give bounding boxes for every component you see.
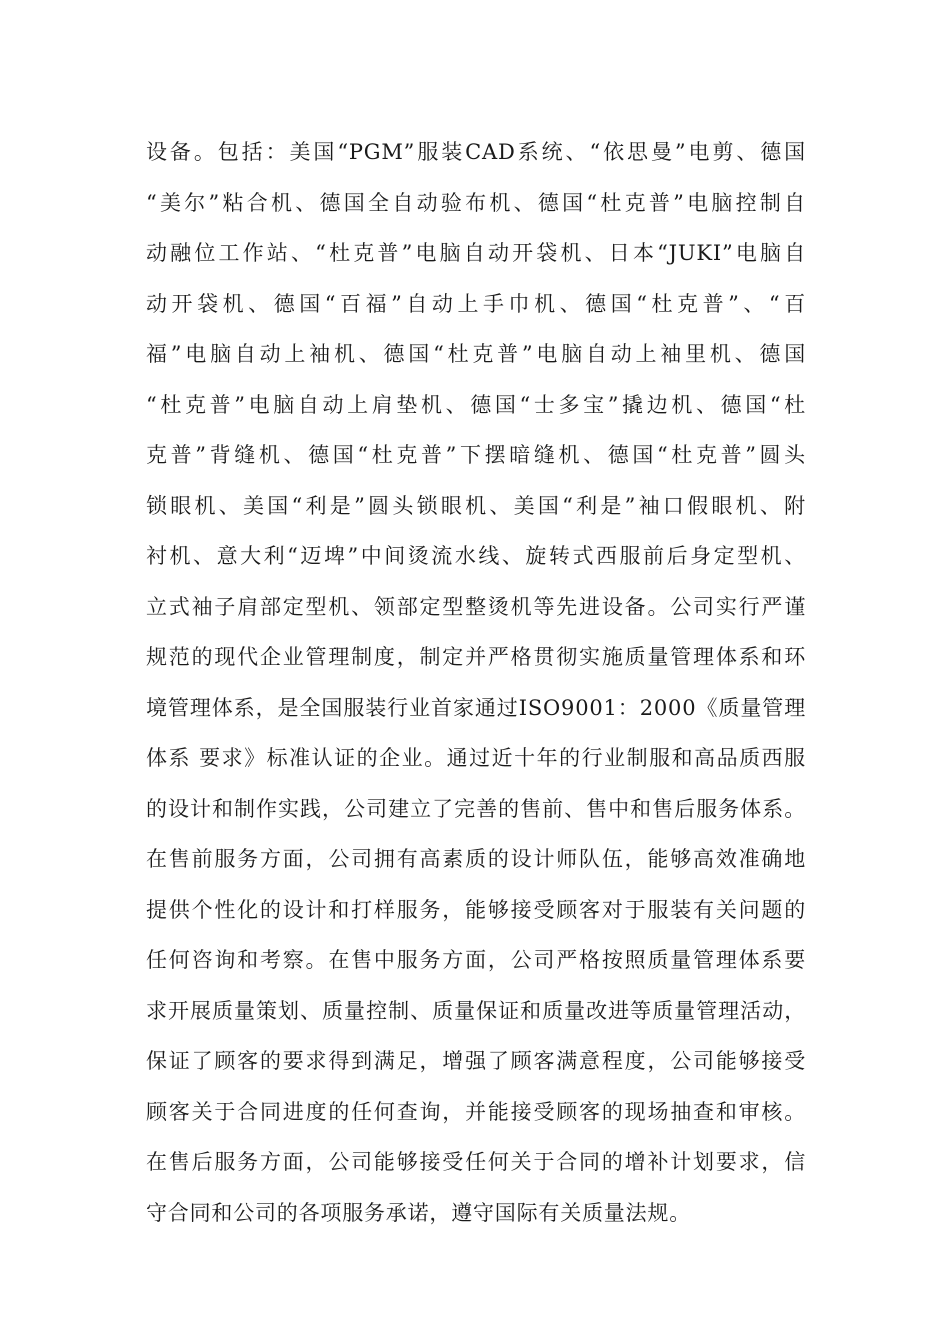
text-line: 立式袖子肩部定型机、领部定型整烫机等先进设备。公司实行严谨 (146, 595, 806, 619)
text-line: 衬机、意大利“迈埤”中间烫流水线、旋转式西服前后身定型机、 (146, 544, 806, 568)
text-line: 顾客关于合同进度的任何查询，并能接受顾客的现场抽查和审核。 (146, 1100, 806, 1124)
text-line: 任何咨询和考察。在售中服务方面，公司严格按照质量管理体系要 (146, 948, 806, 972)
text-line: 动融位工作站、“杜克普”电脑自动开袋机、日本“JUKI”电脑自 (146, 241, 806, 265)
text-line: 守合同和公司的各项服务承诺，遵守国际有关质量法规。 (146, 1201, 691, 1225)
text-line: 克普”背缝机、德国“杜克普”下摆暗缝机、德国“杜克普”圆头 (146, 443, 806, 467)
text-line: 保证了顾客的要求得到满足，增强了顾客满意程度，公司能够接受 (146, 1049, 806, 1073)
text-line: 动开袋机、德国“百福”自动上手巾机、德国“杜克普”、“百 (146, 292, 806, 316)
text-line: 设备。包括：美国“PGM”服装CAD系统、“依思曼”电剪、德国 (146, 140, 806, 164)
text-line: 体系 要求》标准认证的企业。通过近十年的行业制服和高品质西服 (146, 746, 806, 770)
text-line: 规范的现代企业管理制度，制定并严格贯彻实施质量管理体系和环 (146, 645, 806, 669)
text-line: 的设计和制作实践，公司建立了完善的售前、售中和售后服务体系。 (146, 797, 806, 821)
text-line: 锁眼机、美国“利是”圆头锁眼机、美国“利是”袖口假眼机、附 (146, 494, 806, 518)
text-line: “美尔”粘合机、德国全自动验布机、德国“杜克普”电脑控制自 (146, 191, 806, 215)
text-line: 在售前服务方面，公司拥有高素质的设计师队伍，能够高效准确地 (146, 847, 806, 871)
text-line: 福”电脑自动上袖机、德国“杜克普”电脑自动上袖里机、德国 (146, 342, 806, 366)
text-line: 在售后服务方面，公司能够接受任何关于合同的增补计划要求，信 (146, 1150, 806, 1174)
text-line: 境管理体系，是全国服装行业首家通过ISO9001：2000《质量管理 (146, 696, 806, 720)
text-line: 提供个性化的设计和打样服务，能够接受顾客对于服装有关问题的 (146, 898, 806, 922)
text-line: 求开展质量策划、质量控制、质量保证和质量改进等质量管理活动， (146, 999, 806, 1023)
text-line: “杜克普”电脑自动上肩垫机、德国“士多宝”撬边机、德国“杜 (146, 393, 806, 417)
